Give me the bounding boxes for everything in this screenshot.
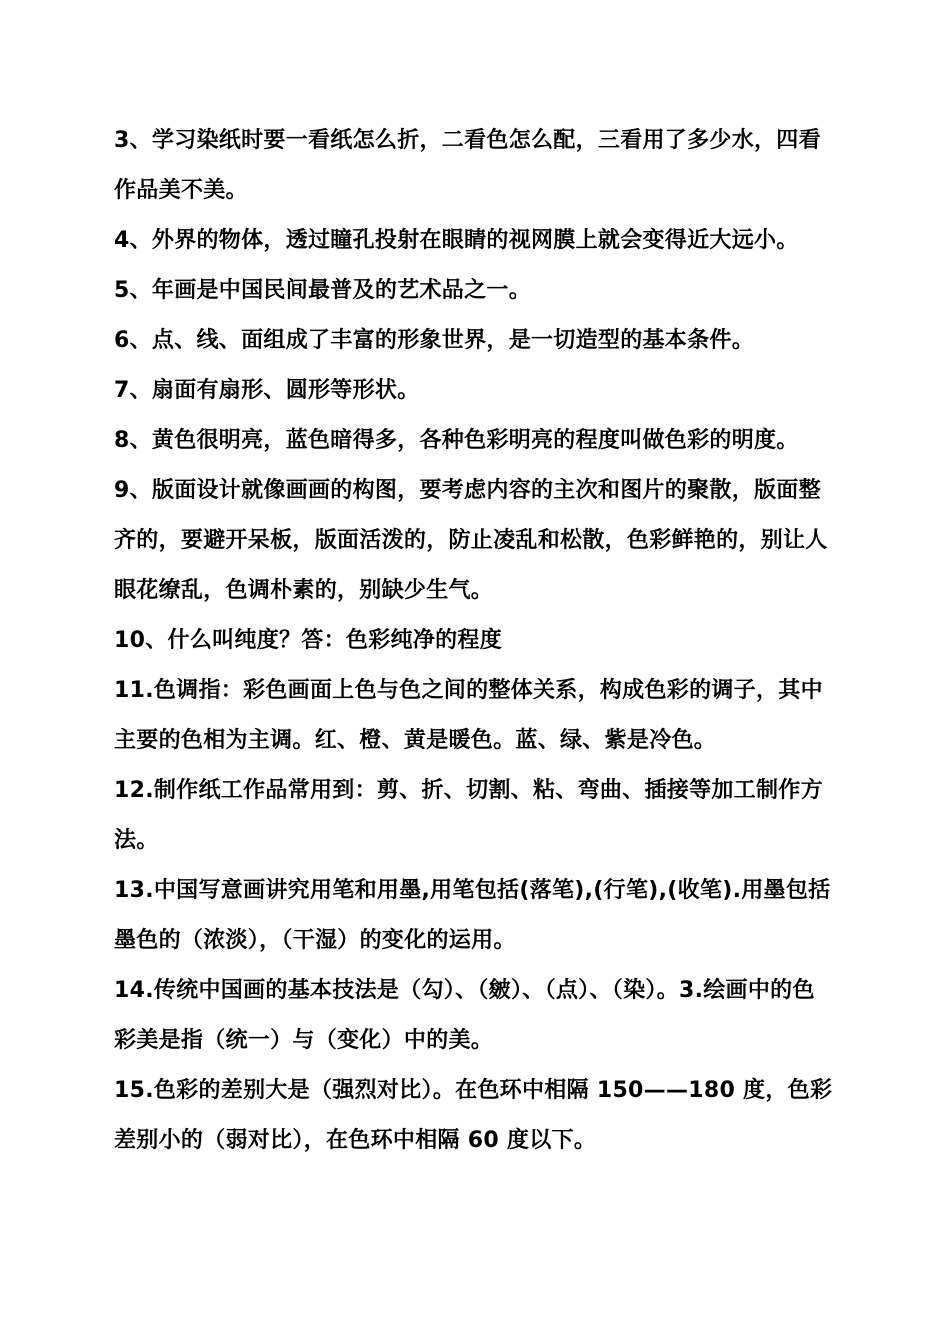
paragraph-6: 6、点、线、面组成了丰富的形象世界，是一切造型的基本条件。 (114, 328, 755, 353)
paragraph-9: 9、版面设计就像画画的构图，要考虑内容的主次和图片的聚散，版面整齐的，要避开呆板，版面活泼的，防止凌乱和松散，色彩鲜艳的，别让人眼花缭乱，色调朴素的，别缺少生气。 (114, 478, 828, 603)
paragraph-12: 12.制作纸工作品常用到：剪、折、切割、粘、弯曲、插接等加工制作方法。 (114, 778, 823, 853)
document-body (114, 116, 836, 1166)
paragraph-10: 10、什么叫纯度？答：色彩纯净的程度 (114, 628, 503, 653)
paragraph-5: 5、年画是中国民间最普及的艺术品之一。 (114, 278, 532, 303)
paragraph-8: 8、黄色很明亮，蓝色暗得多，各种色彩明亮的程度叫做色彩的明度。 (114, 428, 799, 453)
paragraph-7: 7、扇面有扇形、圆形等形状。 (114, 378, 420, 403)
paragraph-4: 4、外界的物体，透过瞳孔投射在眼睛的视网膜上就会变得近大远小。 (114, 228, 799, 253)
paragraph-13: 13.中国写意画讲究用笔和用墨,用笔包括(落笔),(行笔),(收笔).用墨包括墨色的（浓淡），（干湿）的变化的运用。 (114, 878, 831, 953)
paragraph-15: 15.色彩的差别大是（强烈对比）。在色环中相隔 150——180 度，色彩差别小的（弱对比），在色环中相隔 60 度以下。 (114, 1078, 833, 1153)
paragraph-14: 14.传统中国画的基本技法是（勾）、（皴）、（点）、（染）。3.绘画中的色彩美是指（统一）与（变化）中的美。 (114, 978, 815, 1053)
paragraph-3: 3、学习染纸时要一看纸怎么折，二看色怎么配，三看用了多少水，四看作品美不美。 (114, 128, 821, 203)
paragraph-11: 11.色调指：彩色画面上色与色之间的整体关系，构成色彩的调子，其中主要的色相为主调。红、橙、黄是暖色。蓝、绿、紫是冷色。 (114, 678, 823, 753)
